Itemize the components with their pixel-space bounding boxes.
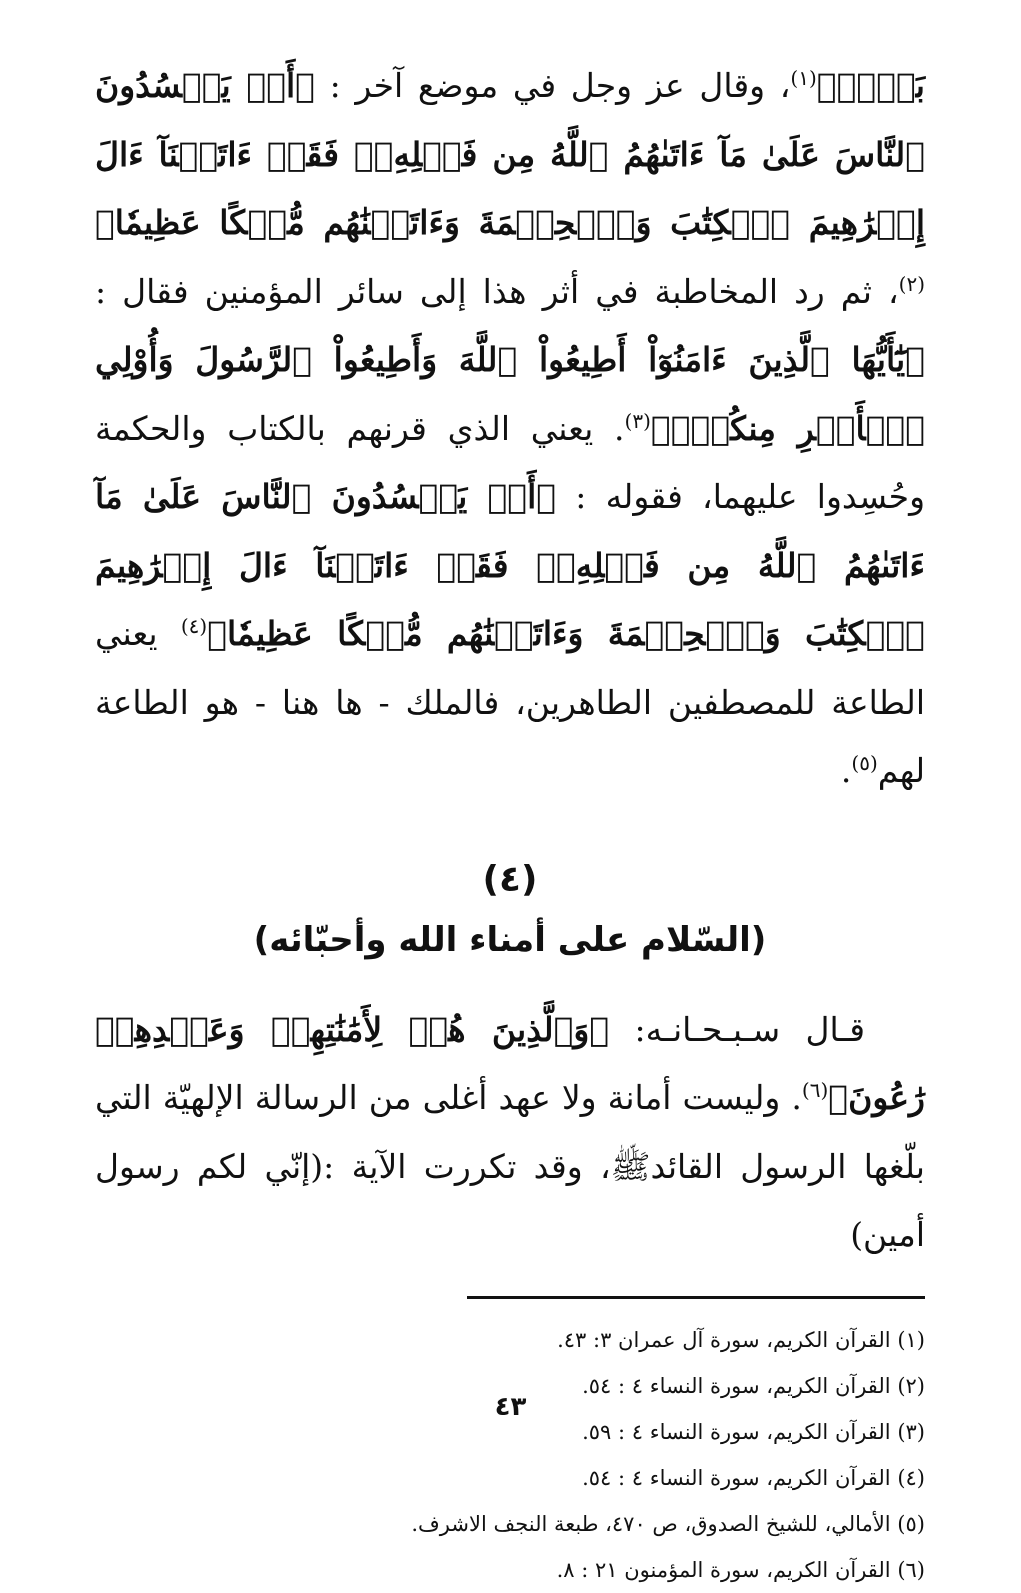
footnote-divider — [467, 1296, 925, 1299]
text-run: ، ثم رد المخاطبة في أثر هذا إلى سائر المؤمنين فقال : — [95, 271, 899, 311]
footnote-4: (٤) القرآن الكريم، سورة النساء ٤ : ٥٤. — [582, 1465, 925, 1490]
paragraph-quran-envy — [95, 52, 925, 806]
section-number: (٤) — [482, 858, 538, 900]
section-title: (السّلام على أمناء الله وأحبّائه) — [253, 919, 767, 960]
footnote-ref-3: (٣) — [624, 408, 651, 433]
footnote-5: (٥) الأمالي، للشيخ الصدوق، ص ٤٧٠، طبعة النجف الاشرف. — [411, 1511, 925, 1536]
text-run: ، وقال عز وجل في موضع آخر : — [314, 66, 791, 105]
footnote-ref-2: (٢) — [898, 271, 925, 296]
footnote-ref-1: (١) — [790, 66, 817, 90]
page-number: ٤٣ — [494, 1392, 527, 1422]
footnote-3: (٣) القرآن الكريم، سورة النساء ٤ : ٥٩. — [582, 1419, 925, 1444]
footnote-ref-4: (٤) — [180, 614, 208, 638]
verse-muminun-8: ﴿وَٱلَّذِينَ هُمۡ لِأَمَٰنَٰتِهِمۡ وَعَهۡدِهِمۡ رَٰعُونَ﴾ — [95, 1009, 925, 1117]
verse-fragment: بَعۡضٖ﴾ — [816, 66, 925, 105]
paragraph-trust — [95, 996, 925, 1270]
text-run: . يعني الذي قرنهم بالكتاب والحكمة وحُسِدوا عليهما، فقوله : — [95, 408, 925, 516]
verse-nisa-54: ﴿أَمۡ يَحۡسُدُونَ ٱلنَّاسَ عَلَىٰ مَآ ءَاتَىٰهُمُ ٱللَّهُ مِن فَضۡلِهِۦۖ فَقَدۡ ءَاتَيۡنَآ ءَالَ إِبۡرَٰهِيمَ ٱلۡكِتَٰبَ وَٱلۡحِكۡمَةَ وَءَاتَيۡنَٰهُم مُّلۡكًا عَظِيمٗا﴾ — [95, 66, 925, 242]
text-run: قـال سـبـحـانـه: — [609, 1009, 865, 1049]
footnote-6: (٦) القرآن الكريم، سورة المؤمنون ٢١ : ٨. — [556, 1557, 925, 1582]
verse-nisa-54-repeat: ﴿أَمۡ يَحۡسُدُونَ ٱلنَّاسَ عَلَىٰ مَآ ءَاتَىٰهُمُ ٱللَّهُ مِن فَضۡلِهِۦۖ فَقَدۡ ءَاتَيۡنَآ ءَالَ إِبۡرَٰهِيمَ ٱلۡكِتَٰبَ وَٱلۡحِكۡمَةَ وَءَاتَيۡنَٰهُم مُّلۡكًا عَظِيمٗا﴾ — [95, 477, 925, 653]
verse-nisa-59: ﴿يَٰٓأَيُّهَا ٱلَّذِينَ ءَامَنُوٓاْ أَطِيعُواْ ٱللَّهَ وَأَطِيعُواْ ٱلرَّسُولَ وَأُوْلِي ٱلۡأَمۡرِ مِنكُمۡۖ﴾ — [95, 340, 925, 448]
footnote-1: (١) القرآن الكريم، سورة آل عمران ٣: ٤٣. — [557, 1327, 925, 1352]
footnote-ref-6: (٦) — [801, 1078, 829, 1102]
footnotes-list — [95, 1317, 925, 1593]
footnote-ref-5: (٥) — [851, 751, 878, 775]
text-run: . وليست أمانة ولا عهد أغلى من الرسالة الإلهيّة التي بلّغها الرسول القائدﷺ، وقد تكررت الآية :(إنّي لكم رسول أمين) — [95, 1078, 925, 1254]
footnote-2: (٢) القرآن الكريم، سورة النساء ٤ : ٥٤. — [582, 1373, 925, 1398]
text-run: . — [840, 751, 852, 790]
text-run: يعني الطاعة للمصطفين الطاهرين، فالملك - ها هنا - هو الطاعة لهم — [95, 614, 925, 790]
page-body — [95, 52, 925, 1593]
